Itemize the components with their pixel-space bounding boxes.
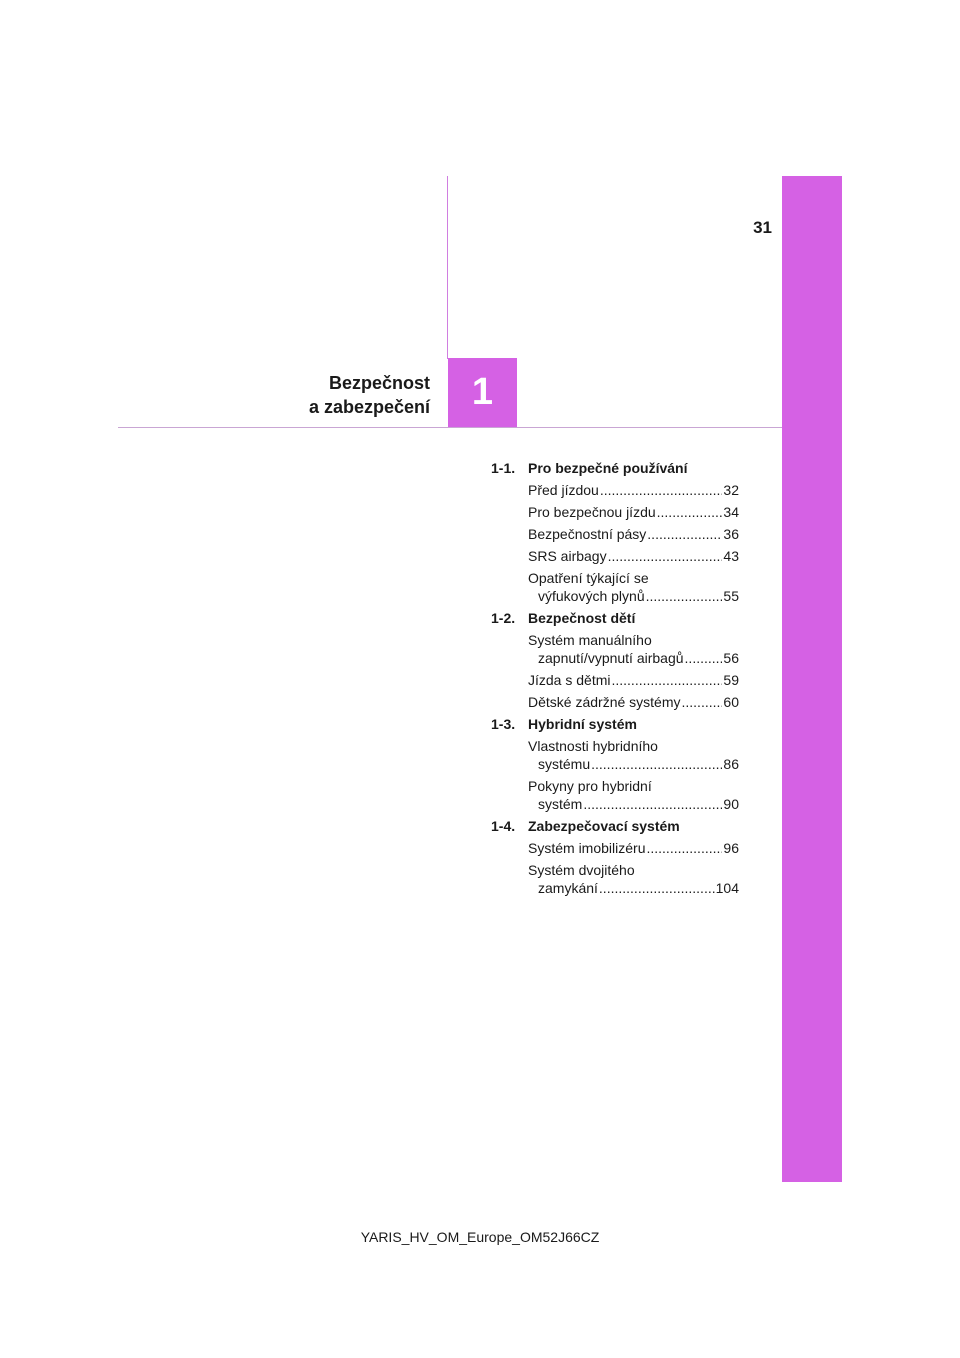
toc-entry-page: 34 xyxy=(723,504,739,520)
toc-entry-text: Pokyny pro hybridní xyxy=(528,778,652,794)
toc-section xyxy=(491,609,739,711)
chapter-number-box xyxy=(448,358,517,427)
toc-entry-text: Jízda s dětmi xyxy=(528,672,611,688)
toc-entry-page: 60 xyxy=(723,694,739,710)
toc-entry-line xyxy=(528,671,739,689)
toc-dot-leader xyxy=(600,481,723,499)
toc-entry-line xyxy=(528,631,739,649)
toc-entry[interactable] xyxy=(528,503,739,521)
toc-entry[interactable] xyxy=(528,671,739,689)
toc-entry[interactable] xyxy=(528,861,739,897)
chapter-side-tab xyxy=(782,176,842,1182)
toc-entry-line xyxy=(528,839,739,857)
toc-entry-page: 55 xyxy=(723,588,739,604)
toc-entry-text: Vlastnosti hybridního xyxy=(528,738,658,754)
toc-entry[interactable] xyxy=(528,547,739,565)
toc-entry-line xyxy=(528,861,739,879)
toc-entry-line xyxy=(528,481,739,499)
toc-entry-line xyxy=(528,569,739,587)
toc-dot-leader xyxy=(657,503,723,521)
toc-entry-text: systém xyxy=(538,796,583,812)
toc-section xyxy=(491,817,739,897)
toc-entry[interactable] xyxy=(528,631,739,667)
toc-entry-page: 56 xyxy=(723,650,739,666)
toc-entry-page: 43 xyxy=(723,548,739,564)
toc-dot-leader xyxy=(611,671,722,689)
toc-entry-line xyxy=(528,777,739,795)
chapter-number: 1 xyxy=(471,371,494,413)
toc-entry-text: zamykání xyxy=(538,880,598,896)
toc-entry-line xyxy=(528,547,739,565)
toc-dot-leader xyxy=(682,693,723,711)
toc-section-heading[interactable] xyxy=(491,609,739,627)
toc-entry-text: Bezpečnostní pásy xyxy=(528,526,647,542)
toc-entry-page: 86 xyxy=(723,756,739,772)
toc-section-number: 1-4. xyxy=(491,818,516,834)
toc-section-title: Bezpečnost dětí xyxy=(528,610,636,626)
toc-entry-text: Systém manuálního xyxy=(528,632,652,648)
toc-entry[interactable] xyxy=(528,693,739,711)
toc-entry-text: Systém imobilizéru xyxy=(528,840,646,856)
toc-entry-text: Pro bezpečnou jízdu xyxy=(528,504,656,520)
toc-entry[interactable] xyxy=(528,777,739,813)
toc-section xyxy=(491,459,739,605)
page-number: 31 xyxy=(753,218,772,237)
toc-section-number: 1-1. xyxy=(491,460,516,476)
toc-section-number: 1-2. xyxy=(491,610,516,626)
toc-entry-text: výfukových plynů xyxy=(538,588,645,604)
toc-entry[interactable] xyxy=(528,839,739,857)
toc-section-title: Zabezpečovací systém xyxy=(528,818,680,834)
toc-dot-leader xyxy=(583,795,722,813)
toc-entry-page: 59 xyxy=(723,672,739,688)
toc-entry-line xyxy=(528,879,739,897)
toc-section-heading[interactable] xyxy=(491,459,739,477)
vertical-divider xyxy=(447,176,448,359)
toc-dot-leader xyxy=(647,525,722,543)
toc-entry-text: Dětské zádržné systémy xyxy=(528,694,681,710)
toc-entry-line xyxy=(528,737,739,755)
toc-entry-page: 96 xyxy=(723,840,739,856)
toc-entry-page: 36 xyxy=(723,526,739,542)
toc-dot-leader xyxy=(685,649,723,667)
horizontal-rule xyxy=(118,427,782,428)
chapter-title-line2: a zabezpečení xyxy=(308,397,430,417)
toc-section-title: Hybridní systém xyxy=(528,716,637,732)
toc-dot-leader xyxy=(646,839,722,857)
toc-entry-text: Před jízdou xyxy=(528,482,599,498)
chapter-title-line1: Bezpečnost xyxy=(328,373,430,393)
toc-entry[interactable] xyxy=(528,481,739,499)
toc-entry-text: SRS airbagy xyxy=(528,548,607,564)
footer-doc-id: YARIS_HV_OM_Europe_OM52J66CZ xyxy=(360,1229,600,1245)
toc-entry-line xyxy=(528,755,739,773)
toc-entry-line xyxy=(528,525,739,543)
toc-entry[interactable] xyxy=(528,525,739,543)
toc-entry-text: Systém dvojitého xyxy=(528,862,635,878)
chapter-title xyxy=(260,371,430,419)
toc-dot-leader xyxy=(608,547,723,565)
toc-entry-line xyxy=(528,693,739,711)
toc-section-number: 1-3. xyxy=(491,716,516,732)
toc-dot-leader xyxy=(591,755,722,773)
toc-section-title: Pro bezpečné používání xyxy=(528,460,688,476)
toc-dot-leader xyxy=(599,879,715,897)
toc-entry-text: zapnutí/vypnutí airbagů xyxy=(538,650,684,666)
toc-entry[interactable] xyxy=(528,569,739,605)
toc-dot-leader xyxy=(646,587,723,605)
toc-section xyxy=(491,715,739,813)
toc-section-heading[interactable] xyxy=(491,715,739,733)
table-of-contents xyxy=(491,459,739,901)
toc-entry-text: systému xyxy=(538,756,591,772)
toc-entry-page: 104 xyxy=(715,880,739,896)
toc-entry-line xyxy=(528,649,739,667)
toc-entry-page: 32 xyxy=(723,482,739,498)
toc-entry-line xyxy=(528,503,739,521)
toc-entry-line xyxy=(528,587,739,605)
toc-entry-line xyxy=(528,795,739,813)
toc-section-heading[interactable] xyxy=(491,817,739,835)
toc-entry-text: Opatření týkající se xyxy=(528,570,649,586)
toc-entry[interactable] xyxy=(528,737,739,773)
toc-entry-page: 90 xyxy=(723,796,739,812)
